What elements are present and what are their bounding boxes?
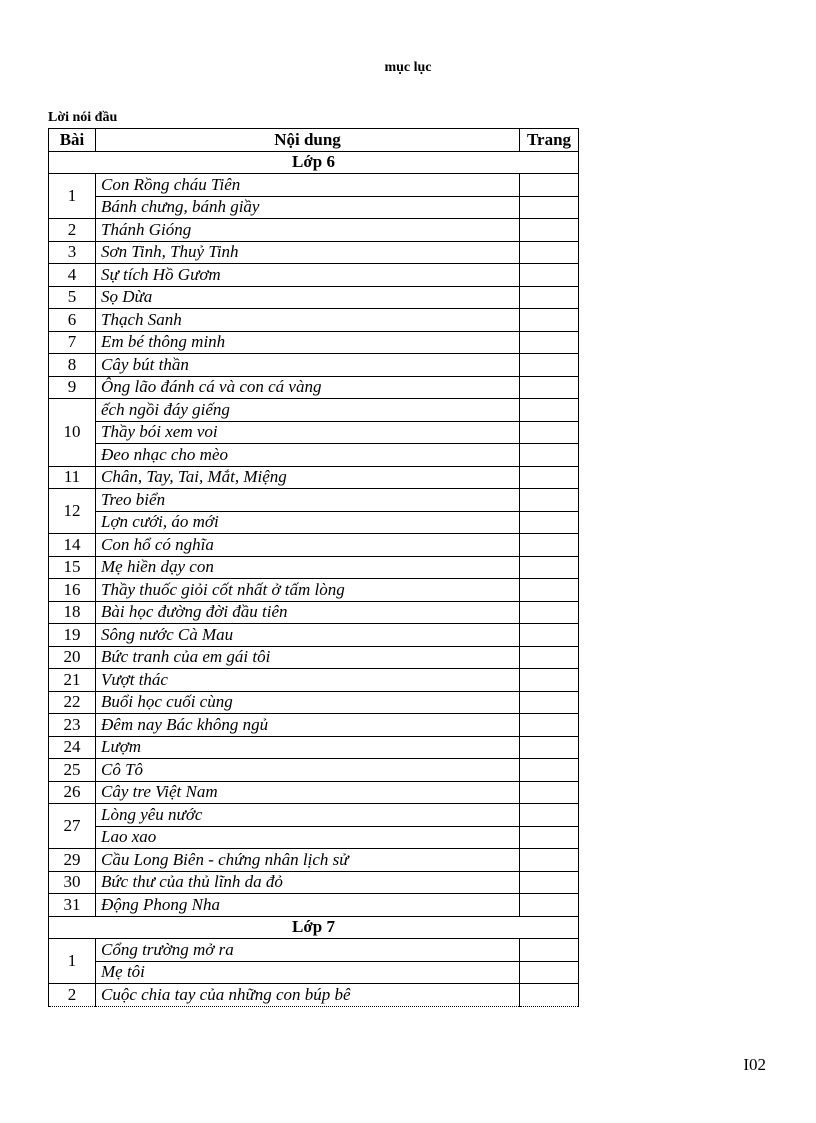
page-cell — [520, 309, 579, 332]
page-cell — [520, 601, 579, 624]
page-cell — [520, 196, 579, 219]
table-row — [49, 646, 579, 669]
lesson-number: 24 — [49, 736, 96, 759]
lesson-title: Lao xao — [96, 826, 520, 849]
lesson-title: Thạch Sanh — [96, 309, 520, 332]
lesson-title: Thánh Gióng — [96, 219, 520, 242]
lesson-title: Mẹ hiền dạy con — [96, 556, 520, 579]
lesson-number: 20 — [49, 646, 96, 669]
lesson-title: Cây bút thần — [96, 354, 520, 377]
page-cell — [520, 264, 579, 287]
lesson-title: Lượm — [96, 736, 520, 759]
table-row — [49, 196, 579, 219]
grade-heading: Lớp 7 — [49, 916, 579, 939]
lesson-number: 27 — [49, 804, 96, 849]
page-cell — [520, 894, 579, 917]
lesson-number: 21 — [49, 669, 96, 692]
page-cell — [520, 219, 579, 242]
lesson-title: Bánh chưng, bánh giầy — [96, 196, 520, 219]
lesson-title: Ông lão đánh cá và con cá vàng — [96, 376, 520, 399]
lesson-number: 8 — [49, 354, 96, 377]
lesson-number: 7 — [49, 331, 96, 354]
table-row — [49, 894, 579, 917]
page-cell — [520, 849, 579, 872]
page-cell — [520, 939, 579, 962]
preface-label: Lời nói đầu — [48, 110, 118, 125]
lesson-title: Sọ Dừa — [96, 286, 520, 309]
table-row — [49, 781, 579, 804]
table-row — [49, 556, 579, 579]
grade-row — [49, 151, 579, 174]
lesson-title: Sông nước Cà Mau — [96, 624, 520, 647]
lesson-title: Chân, Tay, Tai, Mắt, Miệng — [96, 466, 520, 489]
lesson-title: Buổi học cuối cùng — [96, 691, 520, 714]
page-cell — [520, 579, 579, 602]
lesson-number: 5 — [49, 286, 96, 309]
table-row — [49, 309, 579, 332]
table-row — [49, 241, 579, 264]
lesson-title: Cầu Long Biên - chứng nhân lịch sử — [96, 849, 520, 872]
table-row — [49, 174, 579, 197]
lesson-number: 19 — [49, 624, 96, 647]
header-content: Nội dung — [96, 129, 520, 152]
page-number: I02 — [743, 1055, 766, 1074]
lesson-number: 9 — [49, 376, 96, 399]
page-cell — [520, 804, 579, 827]
table-row — [49, 984, 579, 1007]
lesson-title: Treo biển — [96, 489, 520, 512]
page-cell — [520, 399, 579, 422]
lesson-number: 29 — [49, 849, 96, 872]
lesson-number: 1 — [49, 939, 96, 984]
lesson-title: Em bé thông minh — [96, 331, 520, 354]
table-row — [49, 489, 579, 512]
lesson-number: 22 — [49, 691, 96, 714]
page-cell — [520, 826, 579, 849]
page-cell — [520, 646, 579, 669]
table-row — [49, 219, 579, 242]
table-row — [49, 961, 579, 984]
grade-heading: Lớp 6 — [49, 151, 579, 174]
lesson-number: 16 — [49, 579, 96, 602]
lesson-number: 18 — [49, 601, 96, 624]
lesson-title: Thầy bói xem voi — [96, 421, 520, 444]
lesson-number: 11 — [49, 466, 96, 489]
lesson-number: 14 — [49, 534, 96, 557]
lesson-number: 31 — [49, 894, 96, 917]
lesson-title: Cuộc chia tay của những con búp bê — [96, 984, 520, 1007]
table-row — [49, 399, 579, 422]
page-cell — [520, 736, 579, 759]
lesson-title: Bức tranh của em gái tôi — [96, 646, 520, 669]
lesson-number: 4 — [49, 264, 96, 287]
lesson-title: ếch ngồi đáy giếng — [96, 399, 520, 422]
lesson-number: 12 — [49, 489, 96, 534]
lesson-number: 1 — [49, 174, 96, 219]
document-title: mục lục — [384, 60, 432, 75]
lesson-number: 23 — [49, 714, 96, 737]
page-cell — [520, 714, 579, 737]
page-cell — [520, 871, 579, 894]
lesson-title: Cây tre Việt Nam — [96, 781, 520, 804]
table-row — [49, 466, 579, 489]
page-cell — [520, 466, 579, 489]
lesson-number: 6 — [49, 309, 96, 332]
lesson-number: 2 — [49, 984, 96, 1007]
page-cell — [520, 984, 579, 1007]
lesson-number: 2 — [49, 219, 96, 242]
lesson-title: Bài học đường đời đầu tiên — [96, 601, 520, 624]
lesson-number: 10 — [49, 399, 96, 467]
page-cell — [520, 174, 579, 197]
lesson-title: Lợn cưới, áo mới — [96, 511, 520, 534]
lesson-title: Vượt thác — [96, 669, 520, 692]
lesson-number: 25 — [49, 759, 96, 782]
lesson-title: Con Rồng cháu Tiên — [96, 174, 520, 197]
table-row — [49, 421, 579, 444]
page-cell — [520, 421, 579, 444]
page-cell — [520, 781, 579, 804]
toc-body — [49, 151, 579, 1006]
lesson-title: Con hổ có nghĩa — [96, 534, 520, 557]
table-row — [49, 534, 579, 557]
lesson-number: 15 — [49, 556, 96, 579]
table-row — [49, 669, 579, 692]
table-row — [49, 579, 579, 602]
page-cell — [520, 376, 579, 399]
page-cell — [520, 759, 579, 782]
table-row — [49, 826, 579, 849]
lesson-title: Đeo nhạc cho mèo — [96, 444, 520, 467]
page-cell — [520, 534, 579, 557]
table-row — [49, 354, 579, 377]
lesson-title: Sự tích Hồ Gươm — [96, 264, 520, 287]
page-cell — [520, 286, 579, 309]
table-row — [49, 264, 579, 287]
table-row — [49, 804, 579, 827]
lesson-title: Cô Tô — [96, 759, 520, 782]
page-cell — [520, 331, 579, 354]
lesson-title: Động Phong Nha — [96, 894, 520, 917]
lesson-number: 3 — [49, 241, 96, 264]
lesson-title: Đêm nay Bác không ngủ — [96, 714, 520, 737]
toc-header-row — [49, 129, 579, 152]
table-row — [49, 601, 579, 624]
header-lesson: Bài — [49, 129, 96, 152]
table-row — [49, 444, 579, 467]
table-row — [49, 624, 579, 647]
table-row — [49, 736, 579, 759]
page-cell — [520, 511, 579, 534]
page-cell — [520, 669, 579, 692]
lesson-title: Sơn Tinh, Thuỷ Tinh — [96, 241, 520, 264]
page-cell — [520, 961, 579, 984]
page-cell — [520, 444, 579, 467]
table-row — [49, 939, 579, 962]
lesson-title: Mẹ tôi — [96, 961, 520, 984]
table-row — [49, 714, 579, 737]
table-row — [49, 511, 579, 534]
lesson-title: Bức thư của thủ lĩnh da đỏ — [96, 871, 520, 894]
table-row — [49, 849, 579, 872]
page-cell — [520, 556, 579, 579]
lesson-title: Thầy thuốc giỏi cốt nhất ở tấm lòng — [96, 579, 520, 602]
table-row — [49, 376, 579, 399]
table-row — [49, 871, 579, 894]
table-row — [49, 759, 579, 782]
grade-row — [49, 916, 579, 939]
page-cell — [520, 624, 579, 647]
table-row — [49, 331, 579, 354]
table-row — [49, 286, 579, 309]
header-page: Trang — [520, 129, 579, 152]
lesson-number: 30 — [49, 871, 96, 894]
lesson-title: Lòng yêu nước — [96, 804, 520, 827]
page-cell — [520, 691, 579, 714]
table-row — [49, 691, 579, 714]
page-cell — [520, 489, 579, 512]
page-cell — [520, 241, 579, 264]
page-cell — [520, 354, 579, 377]
lesson-number: 26 — [49, 781, 96, 804]
lesson-title: Cổng trường mở ra — [96, 939, 520, 962]
toc-table — [48, 128, 579, 1007]
